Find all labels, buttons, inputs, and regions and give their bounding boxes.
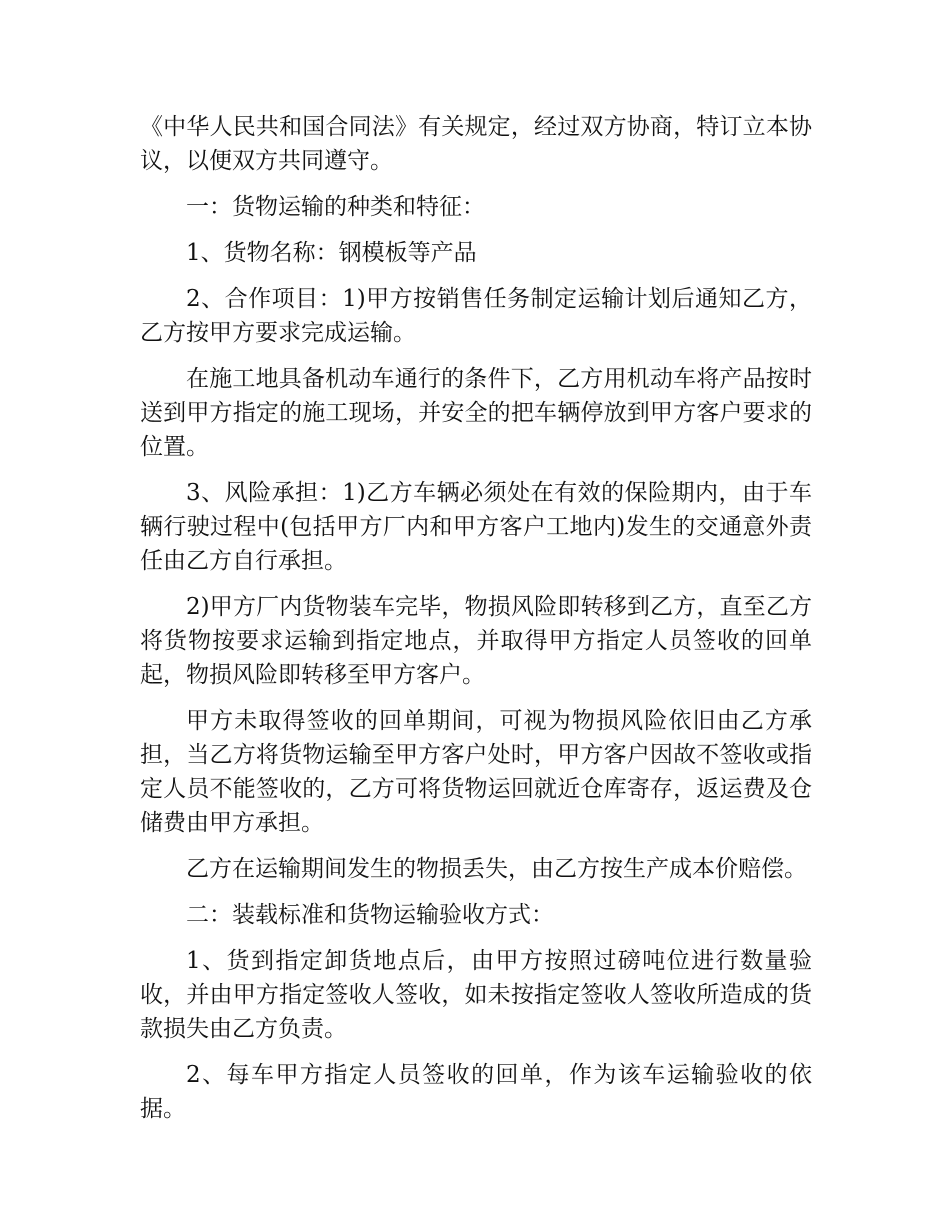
paragraph-risk-1: 3、风险承担：1)乙方车辆必须处在有效的保险期内，由于车辆行驶过程中(包括甲方厂内和甲方客户工地内)发生的交通意外责任由乙方自行承担。 xyxy=(140,480,812,574)
paragraph-goods-name: 1、货物名称：钢模板等产品 xyxy=(186,240,477,266)
section-heading-2: 二：装载标准和货物运输验收方式： xyxy=(186,902,554,928)
paragraph-loss: 乙方在运输期间发生的物损丢失，由乙方按生产成本价赔偿。 xyxy=(186,856,807,882)
paragraph-acceptance-2: 2、每车甲方指定人员签收的回单，作为该车运输验收的依据。 xyxy=(140,1062,812,1122)
paragraph-acceptance-1: 1、货到指定卸货地点后，由甲方按照过磅吨位进行数量验收，并由甲方指定签收人签收，如未按指定签收人签收所造成的货款损失由乙方负责。 xyxy=(140,948,812,1042)
paragraph-risk-2: 2)甲方厂内货物装车完毕，物损风险即转移到乙方，直至乙方将货物按要求运输到指定地点，并取得甲方指定人员签收的回单起，物损风险即转移至甲方客户。 xyxy=(140,594,812,688)
paragraph-cooperation: 2、合作项目：1)甲方按销售任务制定运输计划后通知乙方，乙方按甲方要求完成运输。 xyxy=(140,286,812,346)
section-heading-1: 一：货物运输的种类和特征： xyxy=(186,194,485,220)
paragraph-receipt: 甲方未取得签收的回单期间，可视为物损风险依旧由乙方承担，当乙方将货物运输至甲方客户处时，甲方客户因故不签收或指定人员不能签收的，乙方可将货物运回就近仓库寄存，返运费及仓储费由甲方承担。 xyxy=(140,708,812,836)
paragraph-1: 《中华人民共和国合同法》有关规定，经过双方协商，特订立本协议，以便双方共同遵守。 xyxy=(140,114,812,174)
paragraph-delivery: 在施工地具备机动车通行的条件下，乙方用机动车将产品按时送到甲方指定的施工现场，并安全的把车辆停放到甲方客户要求的位置。 xyxy=(140,366,812,460)
